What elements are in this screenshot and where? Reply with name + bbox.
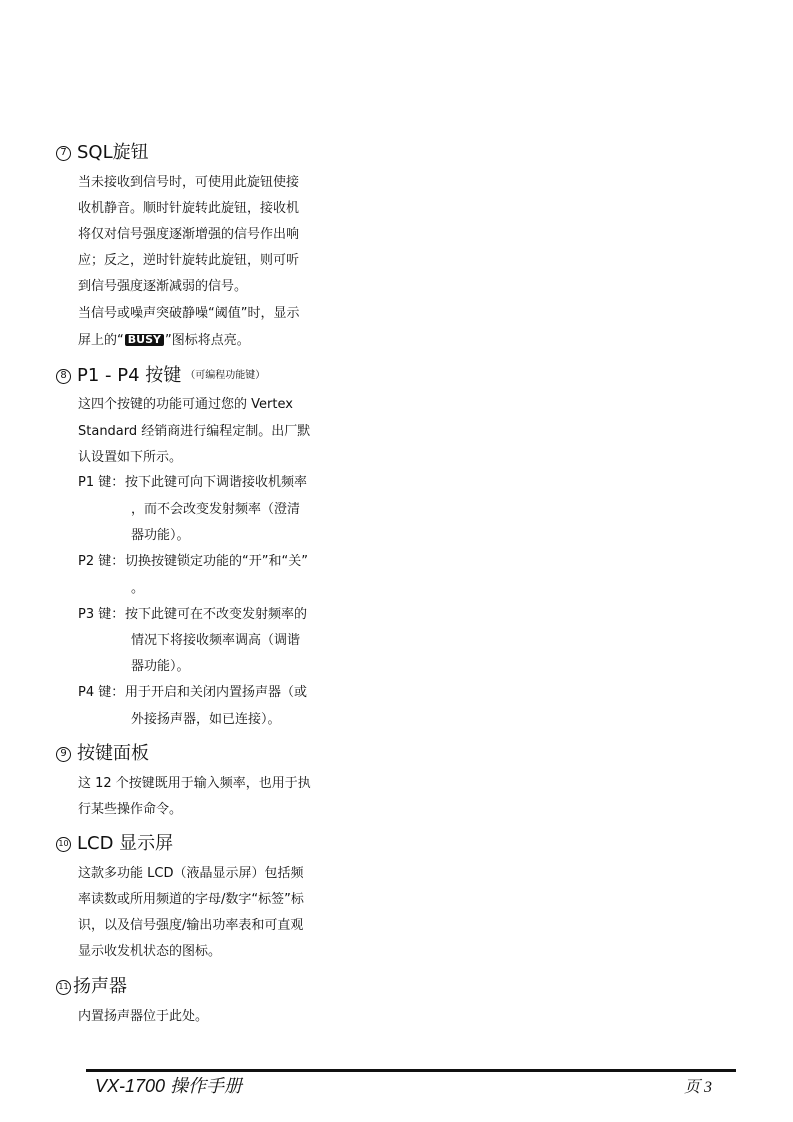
section-11-title: 扬声器 bbox=[73, 976, 127, 997]
body-line: 认设置如下所示。 bbox=[78, 450, 183, 465]
section-7-heading bbox=[56, 142, 149, 164]
p1-key-label: P1 键： bbox=[78, 475, 125, 490]
body-line: 当信号或噪声突破静噪“阈值”时，显示 bbox=[78, 306, 300, 321]
body-line: 收机静音。顺时针旋转此旋钮，接收机 bbox=[78, 201, 300, 216]
body-line: Standard 经销商进行编程定制。出厂默 bbox=[78, 424, 311, 439]
footer-page-number: 页 3 bbox=[684, 1079, 713, 1096]
body-line: 这款多功能 LCD（液晶显示屏）包括频 bbox=[78, 866, 304, 881]
busy-line-suffix: ”图标将点亮。 bbox=[164, 333, 250, 348]
p3-key-label: P3 键： bbox=[78, 607, 125, 622]
body-line: 行某些操作命令。 bbox=[78, 802, 183, 817]
body-line: 识，以及信号强度/输出功率表和可直观 bbox=[78, 918, 304, 933]
section-9-heading bbox=[56, 743, 149, 765]
section-9-title: 按键面板 bbox=[77, 743, 149, 764]
p1-key-desc: ，而不会改变发射频率（澄清 bbox=[131, 502, 301, 517]
p1-key-desc: 按下此键可向下调谐接收机频率 bbox=[125, 475, 308, 490]
body-line: 这 12 个按键既用于输入频率，也用于执 bbox=[78, 776, 311, 791]
body-line: 率读数或所用频道的字母/数字“标签”标 bbox=[78, 892, 304, 907]
section-11-heading bbox=[56, 976, 127, 998]
body-line: 显示收发机状态的图标。 bbox=[78, 944, 222, 959]
p2-key-desc: 切换按键锁定功能的“开”和“关” bbox=[125, 554, 308, 569]
circled-number-10: 10 bbox=[56, 837, 71, 852]
p3-key-desc: 按下此键可在不改变发射频率的 bbox=[125, 607, 308, 622]
p4-key-label: P4 键： bbox=[78, 685, 125, 700]
body-line: 将仅对信号强度逐渐增强的信号作出响 bbox=[78, 227, 300, 242]
p4-key-desc: 外接扬声器，如已连接）。 bbox=[131, 712, 281, 727]
p2-key-desc: 。 bbox=[131, 581, 145, 596]
busy-icon: BUSY bbox=[125, 334, 164, 346]
p1-key-desc: 器功能）。 bbox=[131, 528, 190, 543]
p2-key-label: P2 键： bbox=[78, 554, 125, 569]
body-line: 到信号强度逐渐减弱的信号。 bbox=[78, 279, 248, 294]
section-8-subtitle: （可编程功能键） bbox=[185, 370, 266, 381]
p3-key-desc: 器功能）。 bbox=[131, 659, 190, 674]
busy-line-prefix: 屏上的“ bbox=[78, 333, 124, 348]
section-8-title: P1 - P4 按键 bbox=[77, 365, 182, 386]
circled-number-11: 11 bbox=[56, 980, 71, 995]
p4-key-desc: 用于开启和关闭内置扬声器（或 bbox=[125, 685, 308, 700]
section-10-heading bbox=[56, 833, 173, 855]
circled-number-7: 7 bbox=[56, 146, 71, 161]
busy-line bbox=[78, 332, 250, 350]
body-line: 内置扬声器位于此处。 bbox=[78, 1009, 209, 1024]
body-line: 当未接收到信号时，可使用此旋钮使接 bbox=[78, 175, 300, 190]
footer-manual-title: VX-1700 操作手册 bbox=[95, 1076, 243, 1096]
section-8-heading bbox=[56, 365, 265, 387]
section-7-title: SQL旋钮 bbox=[77, 142, 149, 163]
section-10-title: LCD 显示屏 bbox=[77, 833, 174, 854]
circled-number-9: 9 bbox=[56, 747, 71, 762]
p3-key-desc: 情况下将接收频率调高（调谐 bbox=[131, 633, 301, 648]
body-line: 这四个按键的功能可通过您的 Vertex bbox=[78, 397, 293, 412]
body-line: 应；反之，逆时针旋转此旋钮，则可听 bbox=[78, 253, 300, 268]
circled-number-8: 8 bbox=[56, 369, 71, 384]
